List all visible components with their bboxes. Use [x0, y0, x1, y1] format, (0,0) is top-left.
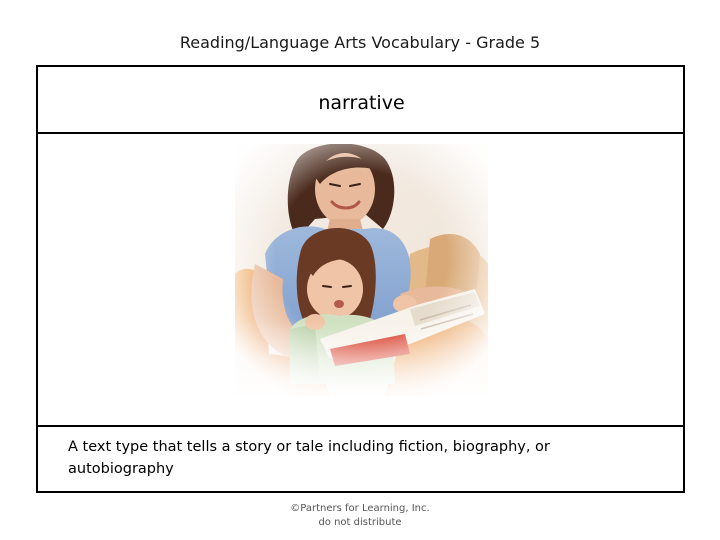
vocabulary-card [36, 65, 685, 493]
definition-text: A text type that tells a story or tale including fiction, biography, or autobiography [68, 439, 550, 477]
definition-box [38, 425, 683, 493]
copyright-footer [0, 502, 720, 530]
copyright-line: ©Partners for Learning, Inc. [290, 503, 430, 514]
image-area [38, 134, 683, 425]
term-box [38, 67, 683, 134]
distribution-notice: do not distribute [318, 517, 402, 528]
page-title: Reading/Language Arts Vocabulary - Grade 5 [179, 33, 541, 52]
mother-daughter-reading-photo [235, 144, 488, 396]
vocabulary-term: narrative [318, 91, 405, 114]
